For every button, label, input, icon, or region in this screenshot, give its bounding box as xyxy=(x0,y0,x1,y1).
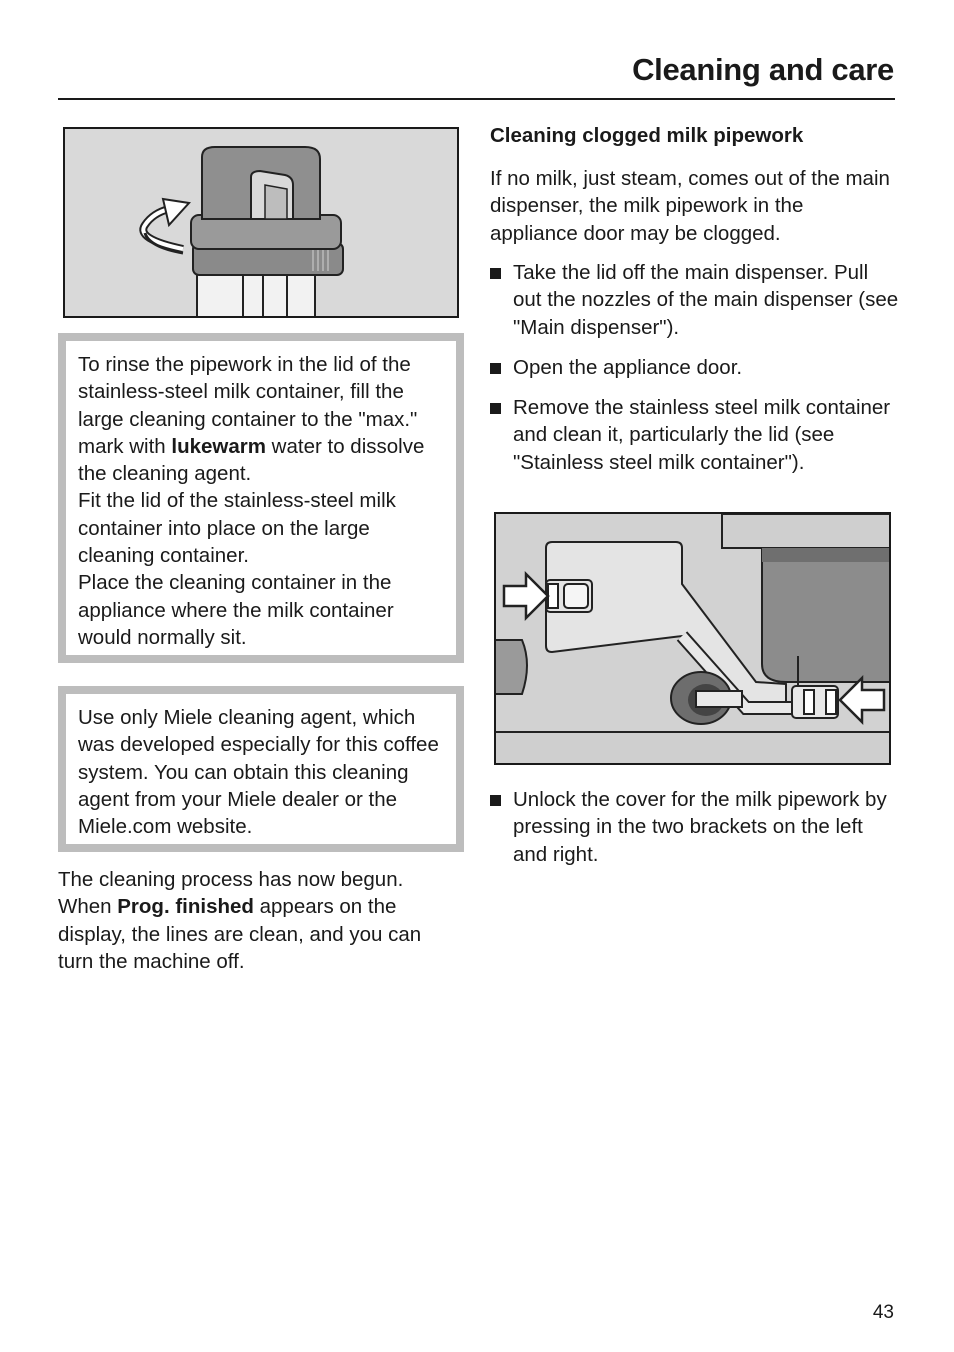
bullet-square-icon xyxy=(490,403,501,414)
cleaning-agent-notice xyxy=(58,686,464,852)
fit-lid-paragraph: Fit the lid of the stainless-steel milk container into place on the large cleaning container. xyxy=(78,489,396,568)
prog-finished-emphasis: Prog. finished xyxy=(117,895,254,919)
rinse-instructions-notice xyxy=(58,333,464,663)
pipework-cover-illustration xyxy=(494,512,891,765)
header-divider xyxy=(58,98,895,100)
lid-twist-illustration xyxy=(63,127,459,318)
cleaning-finished-paragraph: The cleaning process has now begun. When Prog. finished appears on the display, the lines are clean, and you can turn the machine off. xyxy=(58,868,422,973)
page-title: Cleaning and care xyxy=(632,52,894,87)
page-number: 43 xyxy=(872,1302,894,1323)
lukewarm-emphasis: lukewarm xyxy=(171,434,266,458)
cleaning-agent-text: Use only Miele cleaning agent, which was developed especially for this coffee system. You can obtain this cleaning agent from your Miele dealer or the Miele.com website. xyxy=(78,706,439,839)
place-container-paragraph: Place the cleaning container in the appliance where the milk container would normally sit. xyxy=(78,571,394,649)
section-heading: Cleaning clogged milk pipework xyxy=(490,124,804,147)
bullet-square-icon xyxy=(490,363,501,374)
bullet-square-icon xyxy=(490,268,501,279)
intro-paragraph: If no milk, just steam, comes out of the main dispenser, the milk pipework in the appliance door may be clogged. xyxy=(490,167,890,245)
rinse-paragraph: To rinse the pipework in the lid of the stainless-steel milk container, fill the large cleaning container to the "max." mark with lukewarm water to dissolve the cleaning agent. xyxy=(78,353,425,486)
bullet-square-icon xyxy=(490,795,501,806)
